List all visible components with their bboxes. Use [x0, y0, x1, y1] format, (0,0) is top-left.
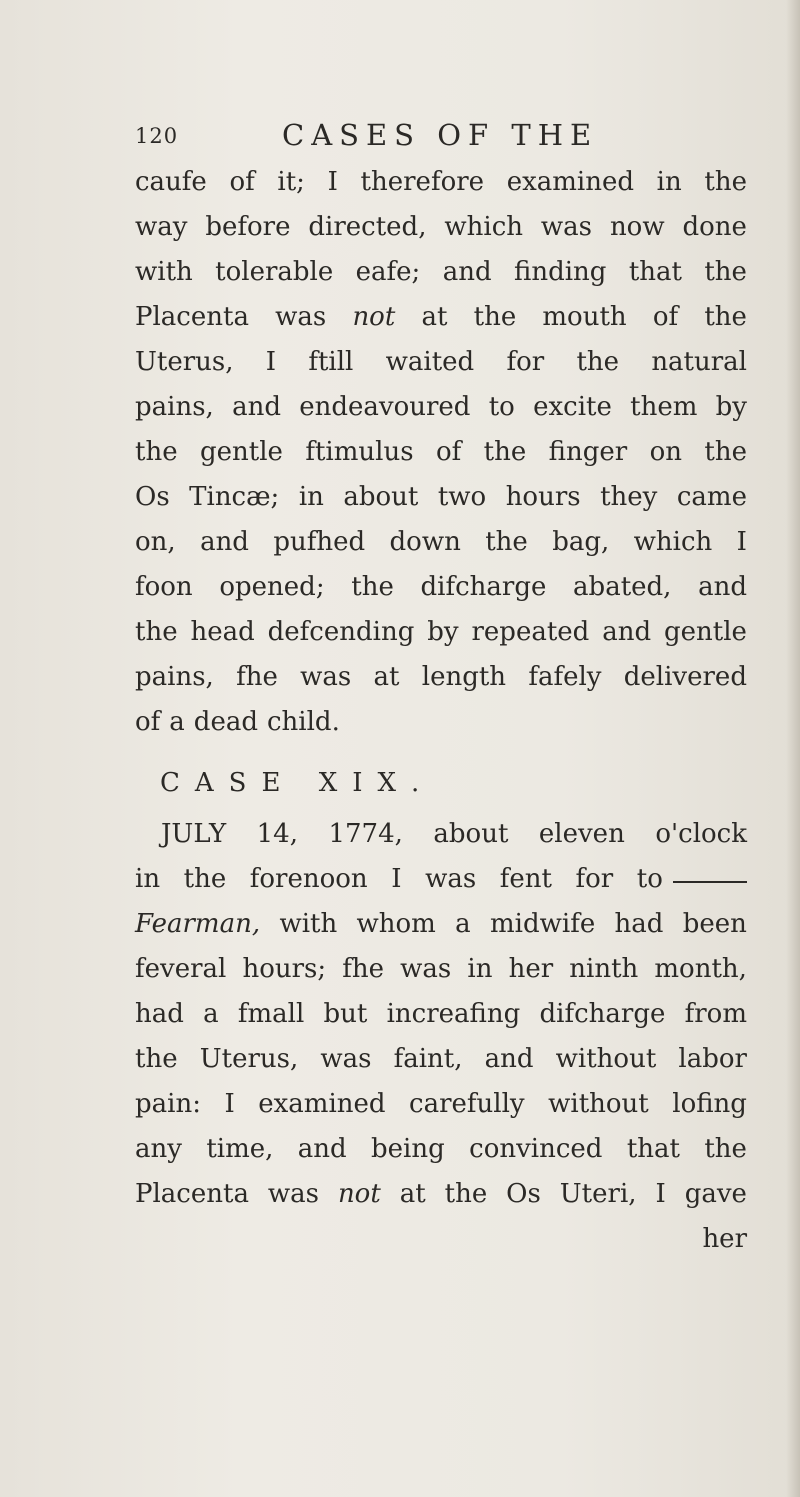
word: by [427, 617, 459, 647]
word: I [327, 167, 338, 197]
word: for [506, 347, 545, 377]
word: and [602, 617, 652, 647]
word: in [467, 954, 493, 984]
word: the [183, 864, 227, 894]
text-line [135, 475, 747, 520]
catchword-line [135, 1217, 747, 1262]
word: done [682, 212, 747, 242]
word: was [267, 1179, 319, 1209]
word: the [704, 1134, 747, 1164]
word: on [649, 437, 682, 467]
word: Fearman, [135, 909, 261, 939]
text-line [135, 1127, 747, 1172]
word: Placenta [135, 302, 249, 332]
word: Tincæ; [189, 482, 280, 512]
word: hours [505, 482, 581, 512]
word: had [135, 999, 184, 1029]
text-line [135, 565, 747, 610]
word: directed, [308, 212, 427, 242]
word: without [548, 1089, 649, 1119]
word: that [628, 257, 682, 287]
word: Uteri, [559, 1179, 637, 1209]
word: from [684, 999, 747, 1029]
text-line [135, 857, 747, 902]
word: I [265, 347, 277, 377]
word: the [444, 1179, 488, 1209]
word: pains, [135, 662, 214, 692]
word: endeavoured [299, 392, 471, 422]
word: I [391, 864, 402, 894]
word: fent [499, 864, 552, 894]
word: convinced [469, 1134, 603, 1164]
text-line [135, 520, 747, 565]
word: now [609, 212, 665, 242]
word: of [229, 167, 255, 197]
word: a [169, 707, 185, 737]
word: the [351, 572, 394, 602]
word: down [389, 527, 461, 557]
page-number: 120 [135, 124, 179, 148]
word: fhe [342, 954, 385, 984]
word: examined [258, 1089, 386, 1119]
word: excite [533, 392, 612, 422]
text-line [135, 385, 747, 430]
word: Os [506, 1179, 541, 1209]
word: bag, [552, 527, 610, 557]
text-line [135, 1037, 747, 1082]
text-line [135, 250, 747, 295]
word: lofing [672, 1089, 747, 1119]
word: foon [135, 572, 193, 602]
text-line [135, 430, 747, 475]
word: therefore [360, 167, 485, 197]
word: with [135, 257, 193, 287]
word: way [135, 212, 188, 242]
word: the [135, 617, 178, 647]
word: time, [206, 1134, 274, 1164]
word: of [435, 437, 462, 467]
word: at [399, 1179, 426, 1209]
word: Uterus, [135, 347, 234, 377]
word: but [323, 999, 368, 1029]
word: was [540, 212, 593, 242]
word: and [484, 1044, 534, 1074]
page-edge-shadow [786, 0, 800, 1497]
word: midwife [490, 909, 596, 939]
word: hours; [242, 954, 327, 984]
word: fafely [528, 662, 602, 692]
word: delivered [623, 662, 747, 692]
word: ftill [308, 347, 354, 377]
word: gave [684, 1179, 747, 1209]
word: been [682, 909, 747, 939]
word: opened; [219, 572, 325, 602]
word: Uterus, [199, 1044, 299, 1074]
word: it; [277, 167, 305, 197]
word: child. [266, 707, 340, 737]
word: being [371, 1134, 445, 1164]
text-line [135, 700, 747, 745]
word: dead [193, 707, 258, 737]
text-line [135, 992, 747, 1037]
word: the [704, 257, 747, 287]
word: in [656, 167, 682, 197]
word: Placenta [135, 1179, 249, 1209]
word: in [135, 864, 161, 894]
word: was [425, 864, 477, 894]
word: length [421, 662, 507, 692]
word: examined [506, 167, 634, 197]
word: increafing [386, 999, 521, 1029]
word: with [279, 909, 338, 939]
paragraph-2 [135, 812, 747, 1217]
word: the [704, 167, 747, 197]
page-header [135, 118, 775, 158]
word: had [614, 909, 664, 939]
word: I [655, 1179, 666, 1209]
text-block [135, 160, 747, 1262]
text-line [135, 1172, 747, 1217]
word: mouth [542, 302, 627, 332]
word: finger [548, 437, 628, 467]
text-line [135, 902, 747, 947]
word: in [298, 482, 324, 512]
word: to [636, 864, 663, 894]
word: by [715, 392, 747, 422]
word: which [444, 212, 524, 242]
word: I [736, 527, 747, 557]
word: any [135, 1134, 182, 1164]
text-line [135, 160, 747, 205]
word: tolerable [215, 257, 334, 287]
word: ftimulus [305, 437, 414, 467]
word: head [190, 617, 255, 647]
word: and [297, 1134, 347, 1164]
word: eafe; [355, 257, 421, 287]
word: labor [678, 1044, 747, 1074]
word: the [704, 437, 747, 467]
blank-dash [673, 881, 747, 883]
word: and [442, 257, 492, 287]
text-line [135, 812, 747, 857]
text-line [135, 655, 747, 700]
word: 14, [256, 819, 298, 849]
word: fmall [237, 999, 305, 1029]
word: feveral [135, 954, 227, 984]
word: the [485, 527, 528, 557]
catchword: her [702, 1224, 747, 1254]
word: finding [513, 257, 607, 287]
word: of [652, 302, 679, 332]
word: gentle [663, 617, 747, 647]
word: and [232, 392, 281, 422]
word: not [337, 1179, 381, 1209]
word: the [135, 1044, 178, 1074]
word: the [473, 302, 517, 332]
word: eleven [538, 819, 625, 849]
word: before [205, 212, 291, 242]
word: not [352, 302, 396, 332]
word: a [455, 909, 471, 939]
word: they [600, 482, 658, 512]
word: faint, [393, 1044, 463, 1074]
paragraph-1 [135, 160, 747, 745]
text-line [135, 340, 747, 385]
word: whom [356, 909, 436, 939]
word: was [275, 302, 327, 332]
word: the [135, 437, 178, 467]
word: JULY [161, 819, 227, 849]
word: fhe [236, 662, 278, 692]
word: natural [651, 347, 747, 377]
word: the [704, 302, 747, 332]
word: her [508, 954, 554, 984]
word: that [626, 1134, 680, 1164]
text-line [135, 205, 747, 250]
word: came [676, 482, 747, 512]
word: on, [135, 527, 176, 557]
word: Os [135, 482, 170, 512]
word: and [200, 527, 249, 557]
word: ninth [569, 954, 639, 984]
text-line [135, 947, 747, 992]
word: forenoon [249, 864, 368, 894]
word: difcharge [420, 572, 547, 602]
word: and [698, 572, 747, 602]
word: pufhed [273, 527, 366, 557]
text-line [135, 295, 747, 340]
word: pain: [135, 1089, 201, 1119]
word: of [135, 707, 161, 737]
word: was [320, 1044, 372, 1074]
word: at [373, 662, 400, 692]
word: to [488, 392, 515, 422]
word: two [437, 482, 487, 512]
word: waited [385, 347, 475, 377]
word: about [343, 482, 419, 512]
word: a [203, 999, 219, 1029]
word: caufe [135, 167, 207, 197]
word: for [575, 864, 614, 894]
word: gentle [200, 437, 283, 467]
word: month, [654, 954, 747, 984]
word: 1774, [328, 819, 403, 849]
word: the [576, 347, 620, 377]
word: pains, [135, 392, 214, 422]
word: about [433, 819, 509, 849]
word: difcharge [539, 999, 666, 1029]
word: abated, [573, 572, 672, 602]
word: at [421, 302, 448, 332]
text-line [135, 1082, 747, 1127]
word: repeated [471, 617, 590, 647]
word: was [400, 954, 452, 984]
word: defcending [267, 617, 415, 647]
word: carefully [409, 1089, 525, 1119]
word: without [555, 1044, 657, 1074]
word: which [633, 527, 713, 557]
word: the [483, 437, 527, 467]
case-heading: CASE XIX. [160, 768, 435, 798]
word: them [630, 392, 698, 422]
text-line [135, 610, 747, 655]
word-with-dash [637, 857, 747, 902]
word: I [224, 1089, 235, 1119]
word: o'clock [655, 819, 747, 849]
word: was [300, 662, 352, 692]
running-head: CASES OF THE [282, 118, 599, 152]
